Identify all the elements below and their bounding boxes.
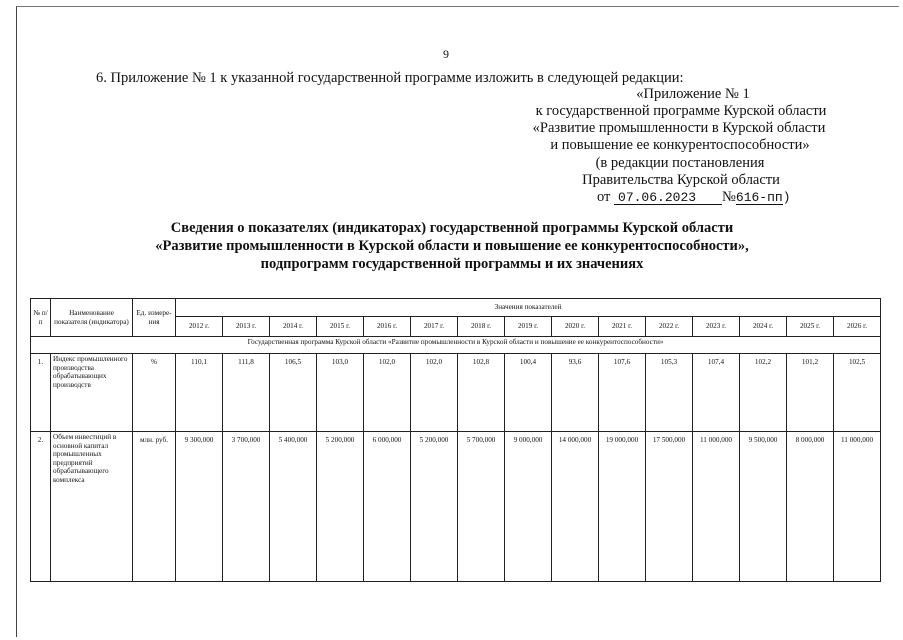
- row-value: 5 400,000: [270, 432, 317, 582]
- header-year: 2022 г.: [646, 317, 693, 337]
- header-year: 2016 г.: [364, 317, 411, 337]
- row-value: 107,6: [599, 354, 646, 432]
- row-name: Объем инвестиций в основной капитал промышленных предприятий обрабатывающего комплекса: [51, 432, 133, 582]
- row-value: 102,8: [458, 354, 505, 432]
- number-prefix: №: [722, 189, 736, 205]
- table-row: [31, 354, 881, 432]
- header-year: 2015 г.: [317, 317, 364, 337]
- row-value: 11 000,000: [834, 432, 881, 582]
- appendix-line: «Приложение № 1: [636, 86, 750, 102]
- row-value: 102,0: [411, 354, 458, 432]
- row-value: 93,6: [552, 354, 599, 432]
- row-value: 9 000,000: [505, 432, 552, 582]
- row-value: 9 500,000: [740, 432, 787, 582]
- page-number: 9: [443, 47, 449, 61]
- indicators-table: [30, 298, 881, 582]
- row-value: 8 000,000: [787, 432, 834, 582]
- header-year: 2013 г.: [223, 317, 270, 337]
- header-unit: Ед. измере-ния: [133, 299, 176, 337]
- date-prefix: от: [597, 189, 611, 205]
- appendix-line: (в редакции постановления: [595, 155, 765, 171]
- header-year: 2025 г.: [787, 317, 834, 337]
- row-value: 3 700,000: [223, 432, 270, 582]
- appendix-date-line: [597, 189, 791, 206]
- header-values: Значения показателей: [176, 299, 881, 317]
- row-value: 105,3: [646, 354, 693, 432]
- row-value: 102,0: [364, 354, 411, 432]
- header-year: 2023 г.: [693, 317, 740, 337]
- appendix-line: «Развитие промышленности в Курской области: [532, 120, 826, 136]
- section-row: Государственная программа Курской области «Развитие промышленности в Курской области и повышение ее конкурентоспособности»: [31, 337, 881, 354]
- header-year: 2020 г.: [552, 317, 599, 337]
- row-value: 107,4: [693, 354, 740, 432]
- row-value: 110,1: [176, 354, 223, 432]
- row-name: Индекс промышленного производства обрабатывающих производств: [51, 354, 133, 432]
- header-year: 2018 г.: [458, 317, 505, 337]
- header-year: 2012 г.: [176, 317, 223, 337]
- header-no: № п/п: [31, 299, 51, 337]
- row-unit: млн. руб.: [133, 432, 176, 582]
- row-value: 101,2: [787, 354, 834, 432]
- row-value: 106,5: [270, 354, 317, 432]
- appendix-line: Правительства Курской области: [582, 172, 780, 188]
- document-title-line-2: «Развитие промышленности в Курской области и повышение ее конкурентоспособности»,: [155, 238, 749, 254]
- row-value: 100,4: [505, 354, 552, 432]
- header-year: 2026 г.: [834, 317, 881, 337]
- row-value: 5 200,000: [411, 432, 458, 582]
- row-value: 17 500,000: [646, 432, 693, 582]
- row-value: 19 000,000: [599, 432, 646, 582]
- number-suffix: ): [782, 190, 791, 205]
- row-value: 9 300,000: [176, 432, 223, 582]
- row-value: 102,5: [834, 354, 881, 432]
- appendix-line: к государственной программе Курской области: [535, 103, 827, 119]
- row-value: 6 000,000: [364, 432, 411, 582]
- header-year: 2021 г.: [599, 317, 646, 337]
- row-unit: %: [133, 354, 176, 432]
- appendix-line: и повышение ее конкурентоспособности»: [550, 137, 810, 153]
- header-year: 2017 г.: [411, 317, 458, 337]
- row-value: 102,2: [740, 354, 787, 432]
- header-name: Наименование показателя (индикатора): [51, 299, 133, 337]
- row-value: 103,0: [317, 354, 364, 432]
- header-year: 2024 г.: [740, 317, 787, 337]
- header-year: 2019 г.: [505, 317, 552, 337]
- resolution-date: 07.06.2023: [614, 191, 722, 205]
- row-value: 14 000,000: [552, 432, 599, 582]
- row-no: 1.: [31, 354, 51, 432]
- intro-paragraph: 6. Приложение № 1 к указанной государственной программе изложить в следующей редакции:: [96, 70, 684, 86]
- resolution-number: 616-пп: [735, 190, 783, 205]
- document-title-line-3: подпрограмм государственной программы и их значениях: [260, 256, 644, 272]
- document-title-line-1: Сведения о показателях (индикаторах) государственной программы Курской области: [170, 220, 734, 236]
- row-value: 11 000,000: [693, 432, 740, 582]
- row-value: 5 200,000: [317, 432, 364, 582]
- table-row: [31, 432, 881, 582]
- header-year: 2014 г.: [270, 317, 317, 337]
- row-value: 111,8: [223, 354, 270, 432]
- row-no: 2.: [31, 432, 51, 582]
- row-value: 5 700,000: [458, 432, 505, 582]
